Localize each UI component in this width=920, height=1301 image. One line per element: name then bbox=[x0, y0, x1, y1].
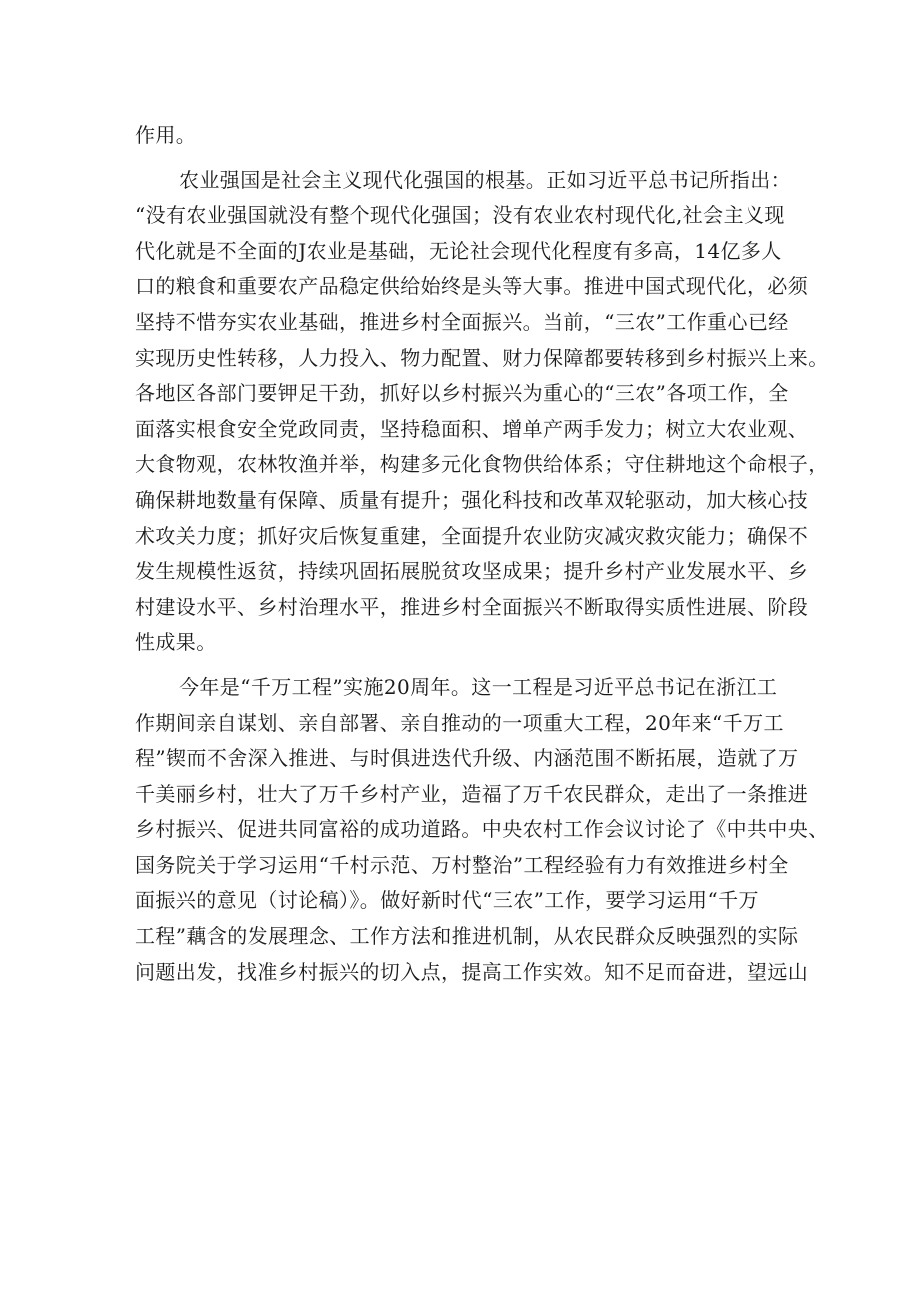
text-line: 程”锲而不舍深入推进、与时俱进迭代升级、内涵范围不断拓展，造就了万 bbox=[135, 746, 799, 771]
text-line: 各地区各部门要钾足干劲，抓好以乡村振兴为重心的“三农”各项工作，全 bbox=[135, 381, 789, 406]
text-line: 大食物观，农林牧渔并举，构建多元化食物供给体系；守住耕地这个命根子， bbox=[135, 452, 829, 477]
text-line: 农业强国是社会主义现代化强国的根基。正如习近平总书记所指出： bbox=[179, 167, 791, 192]
text-line: 口的粮食和重要农产品稳定供给始终是头等大事。推进中国式现代化，必须 bbox=[135, 274, 809, 299]
paragraph bbox=[135, 118, 795, 154]
text-line: 村建设水平、乡村治理水平，推进乡村全面振兴不断取得实质性进展、阶段 bbox=[135, 594, 809, 619]
paragraph-gap bbox=[135, 154, 795, 163]
paragraph-gap bbox=[135, 661, 795, 670]
text-line: 发生规模性返贫，持续巩固拓展脱贫攻坚成果；提升乡村产业发展水平、乡 bbox=[135, 559, 809, 584]
text-line: 坚持不惜夯实农业基础，推进乡村全面振兴。当前，“三农”工作重心已经 bbox=[135, 309, 789, 334]
document-body bbox=[135, 118, 829, 990]
text-line: 代化就是不全面的J农业是基础，无论社会现代化程度有多高，14亿多人 bbox=[135, 238, 782, 263]
text-line: 作期间亲自谋划、亲自部署、亲自推动的一项重大工程，20年来“千万工 bbox=[135, 710, 784, 735]
paragraph bbox=[135, 670, 829, 990]
text-line: 工程”藕含的发展理念、工作方法和推进机制，从农民群众反映强烈的实际 bbox=[135, 924, 799, 949]
text-line: 国务院关于学习运用“千村示范、万村整治”工程经验有力有效推进乡村全 bbox=[135, 852, 789, 877]
text-line: 千美丽乡村，壮大了万千乡村产业，造福了万千农民群众，走出了一条推进 bbox=[135, 781, 809, 806]
paragraph bbox=[135, 163, 829, 661]
text-line: 乡村振兴、促进共同富裕的成功道路。中央农村工作会议讨论了《中共中央、 bbox=[135, 817, 829, 842]
text-line: 面振兴的意见（讨论稿）》。做好新时代“三农”工作，要学习运用“千万 bbox=[135, 888, 759, 913]
text-line: 面落实根食安全党政同责，坚持稳面积、增单产两手发力；树立大农业观、 bbox=[135, 416, 809, 441]
text-line: “没有农业强国就没有整个现代化强国；没有农业农村现代化,社会主义现 bbox=[135, 203, 785, 228]
text-line: 性成果。 bbox=[135, 630, 217, 655]
text-line: 今年是“千万工程”实施20周年。这一工程是习近平总书记在浙江工 bbox=[179, 674, 778, 699]
text-line: 作用。 bbox=[135, 123, 197, 147]
text-line: 问题出发，找准乡村振兴的切入点，提高工作实效。知不足而奋进，望远山 bbox=[135, 959, 809, 984]
text-line: 术攻关力度；抓好灾后恢复重建，全面提升农业防灾减灾救灾能力；确保不 bbox=[135, 523, 809, 548]
text-line: 确保耕地数量有保障、质量有提升；强化科技和改革双轮驱动，加大核心技 bbox=[135, 487, 809, 512]
text-line: 实现历史性转移，人力投入、物力配置、财力保障都要转移到乡村振兴上来。 bbox=[135, 345, 829, 370]
